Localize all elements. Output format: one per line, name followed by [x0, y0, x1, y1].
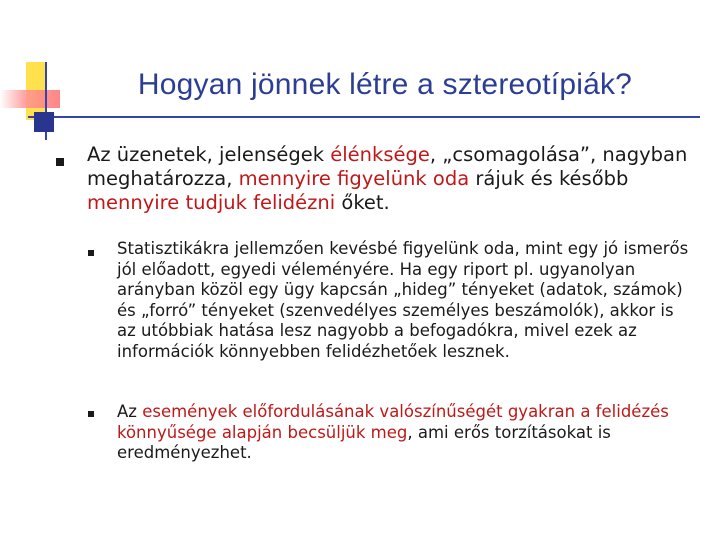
highlight-segment: események előfordulásának valószínűségét gyakran a felidézés könnyűsége alapján becsüljük meg	[117, 402, 669, 442]
text-segment: Statisztikákra jellemzően kevésbé figyelünk oda, mint egy jó ismerős jól előadott, egyedi véleményére. Ha egy riport pl. ugyanolyan arányban közöl egy ügy kapcsán „hideg” tényeket (adatok, számok) és „forró” tényeket (szenvedélyes személyes beszámolók), akkor is az utóbbiak hatása lesz nagyobb a befogadókra, mivel ezek az információk könnyebben felidézhetőek lesznek.	[117, 239, 689, 361]
bullet-main	[87, 143, 712, 215]
decor-blue-square	[34, 112, 54, 132]
highlight-segment: élénksége	[330, 143, 430, 166]
highlight-segment: mennyire figyelünk oda	[238, 167, 470, 190]
text-segment: őket.	[335, 191, 390, 214]
text-segment: , „csomagolása”, nagyban meghatározza,	[87, 143, 688, 190]
text-segment: rájuk és később	[469, 167, 629, 190]
text-segment: , ami erős torzításokat is eredményezhet.	[117, 422, 611, 462]
square-bullet-icon	[56, 158, 64, 166]
bullet-sub-statistics	[117, 239, 695, 362]
text-segment: Az	[117, 402, 143, 421]
bullet-sub-availability	[117, 402, 695, 464]
slide-title: Hogyan jönnek létre a sztereotípiák?	[137, 68, 633, 101]
highlight-segment: mennyire tudjuk felidézni	[87, 191, 336, 214]
text-segment: Az üzenetek, jelenségek	[87, 143, 331, 166]
square-bullet-icon	[88, 411, 94, 417]
square-bullet-icon	[88, 250, 94, 256]
decor-red-band	[0, 90, 60, 108]
decor-horizontal-line	[28, 116, 700, 118]
